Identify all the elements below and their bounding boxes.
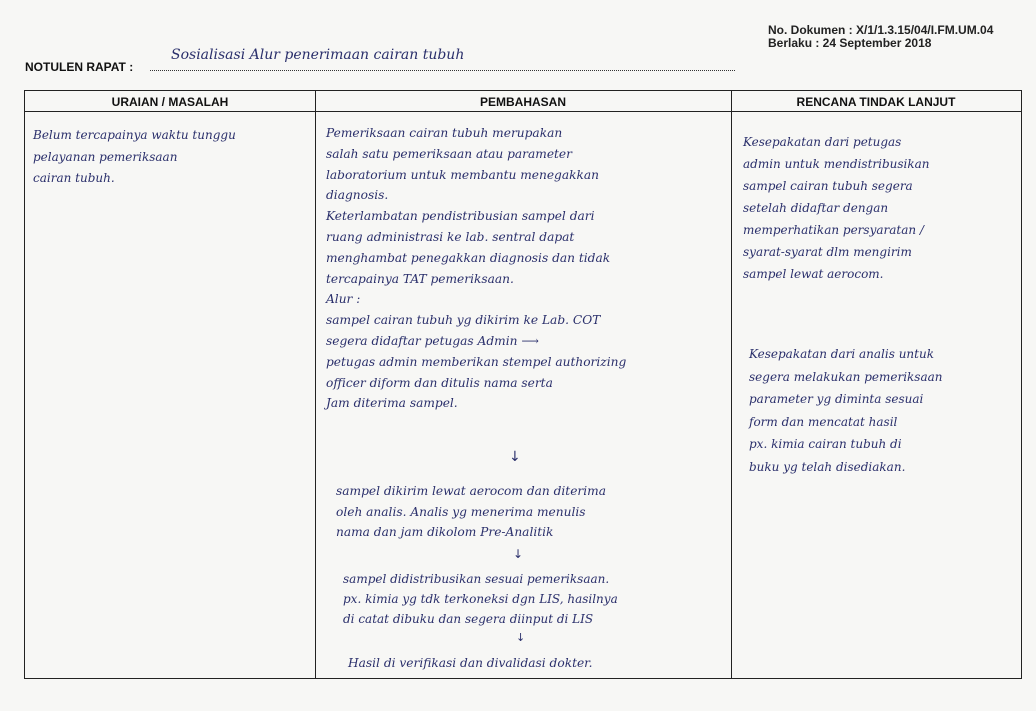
rencana-line: segera melakukan pemeriksaan — [749, 369, 943, 384]
effective-date: Berlaku : 24 September 2018 — [768, 36, 932, 50]
masalah-text — [33, 125, 236, 190]
document-info — [768, 24, 993, 50]
rencana-line: px. kimia cairan tubuh di — [749, 437, 902, 451]
masalah-line: cairan tubuh. — [33, 171, 115, 185]
pembahasan-line: segera didaftar petugas Admin ⟶ — [326, 333, 539, 348]
masalah-line: Belum tercapainya waktu tunggu — [33, 128, 236, 142]
column-divider — [731, 91, 732, 678]
pembahasan-step3 — [343, 569, 618, 629]
document-number: No. Dokumen : X/1/1.3.15/04/I.FM.UM.04 — [768, 23, 994, 37]
pembahasan-step4 — [348, 653, 593, 675]
pembahasan-line: px. kimia yg tdk terkoneksi dgn LIS, hasilnya — [343, 592, 618, 606]
column-divider — [315, 91, 316, 678]
pembahasan-line: sampel cairan tubuh yg dikirim ke Lab. COT — [326, 313, 601, 328]
pembahasan-line: laboratorium untuk membantu menegakkan — [326, 167, 599, 182]
pembahasan-line: nama dan jam dikolom Pre-Analitik — [336, 525, 554, 539]
pembahasan-line: Alur : — [326, 292, 361, 307]
flow-arrow-down-icon: ↓ — [516, 631, 526, 644]
rencana-line: sampel cairan tubuh segera — [743, 179, 913, 193]
rencana-line: syarat-syarat dlm mengirim — [743, 245, 912, 259]
header-rencana: RENCANA TINDAK LANJUT — [796, 95, 956, 109]
pembahasan-line: petugas admin memberikan stempel authorizing — [326, 354, 627, 369]
pembahasan-line: diagnosis. — [326, 188, 389, 203]
pembahasan-line: Hasil di verifikasi dan divalidasi dokter. — [348, 656, 593, 670]
rencana-line: memperhatikan persyaratan / — [743, 223, 924, 237]
rencana-item-1 — [743, 131, 930, 285]
flow-arrow-down-icon: ↓ — [509, 449, 521, 465]
pembahasan-line: ruang administrasi ke lab. sentral dapat — [326, 229, 575, 244]
minutes-table — [24, 90, 1022, 679]
pembahasan-line: sampel didistribusikan sesuai pemeriksaan. — [343, 572, 610, 586]
pembahasan-line: tercapainya TAT pemeriksaan. — [326, 271, 514, 286]
rencana-line: parameter yg diminta sesuai — [749, 392, 924, 406]
rencana-line: admin untuk mendistribusikan — [743, 157, 930, 171]
pembahasan-line: officer diform dan ditulis nama serta — [326, 375, 553, 390]
rencana-line: form dan mencatat hasil — [749, 414, 898, 429]
pembahasan-line: menghambat penegakkan diagnosis dan tidak — [326, 250, 611, 265]
pembahasan-step2 — [336, 481, 606, 543]
header-divider — [25, 111, 1021, 112]
pembahasan-intro — [326, 123, 626, 414]
masalah-line: pelayanan pemeriksaan — [33, 149, 178, 164]
notulen-label: NOTULEN RAPAT : — [25, 60, 134, 74]
notulen-header — [25, 47, 715, 76]
header-masalah: URAIAN / MASALAH — [111, 95, 229, 109]
header-pembahasan: PEMBAHASAN — [479, 95, 566, 109]
rencana-item-2 — [749, 343, 943, 478]
pembahasan-line: Keterlambatan pendistribusian sampel dari — [326, 209, 595, 224]
rencana-line: sampel lewat aerocom. — [743, 267, 884, 281]
pembahasan-line: Pemeriksaan cairan tubuh merupakan — [326, 126, 563, 140]
pembahasan-line: salah satu pemeriksaan atau parameter — [326, 146, 572, 161]
pembahasan-line: sampel dikirim lewat aerocom dan diterima — [336, 484, 606, 498]
rencana-line: Kesepakatan dari analis untuk — [749, 347, 934, 361]
rencana-line: setelah didaftar dengan — [743, 201, 889, 215]
rencana-line: buku yg telah disediakan. — [749, 459, 906, 474]
flow-arrow-down-icon: ↓ — [513, 547, 524, 561]
pembahasan-line: di catat dibuku dan segera diinput di LIS — [343, 612, 594, 626]
notulen-dotted-line — [150, 70, 735, 71]
pembahasan-line: oleh analis. Analis yg menerima menulis — [336, 504, 586, 519]
notulen-topic: Sosialisasi Alur penerimaan cairan tubuh — [171, 47, 465, 63]
pembahasan-line: Jam diterima sampel. — [326, 396, 458, 411]
rencana-line: Kesepakatan dari petugas — [743, 135, 902, 149]
